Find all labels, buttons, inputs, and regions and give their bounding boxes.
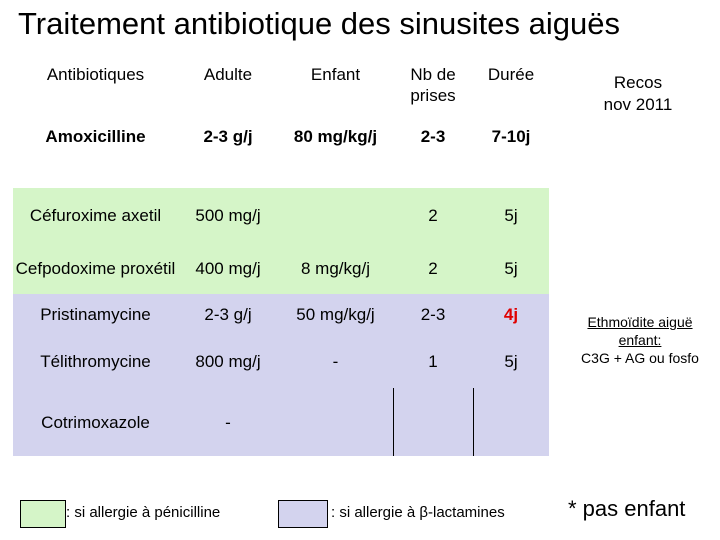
header-prises: Nb de prises <box>393 58 473 122</box>
recos-label <box>578 72 698 116</box>
cell-adulte: 500 mg/j <box>178 188 278 242</box>
legend-blue-swatch <box>278 500 328 528</box>
cell-duree: 5j <box>473 188 549 242</box>
antibiotic-table <box>13 58 549 456</box>
table-header-row <box>13 58 549 122</box>
pas-enfant-note: * pas enfant <box>568 496 686 521</box>
cell-adulte: - <box>178 388 278 456</box>
cell-duree: 4j <box>473 294 549 334</box>
ethmoidite-line-1: Ethmoïdite aiguë <box>587 314 693 330</box>
cell-prises <box>393 388 473 456</box>
cell-prises: 2-3 <box>393 294 473 334</box>
header-antibiotiques: Antibiotiques <box>13 58 178 122</box>
header-adulte: Adulte <box>178 58 278 122</box>
ethmoidite-line-3: C3G + AG ou fosfo <box>581 350 699 366</box>
table-row-cefpodoxime <box>13 242 549 294</box>
cell-name: Cotrimoxazole <box>13 388 178 456</box>
recos-line-1: Recos <box>613 73 663 92</box>
page-title: Traitement antibiotique des sinusites aiguës <box>18 6 620 41</box>
cell-enfant <box>278 188 393 242</box>
cell-duree: 5j <box>473 242 549 294</box>
cell-name: Céfuroxime axetil <box>13 188 178 242</box>
cell-duree: 7-10j <box>491 127 531 146</box>
cell-prises: 1 <box>393 334 473 388</box>
cell-enfant: 50 mg/kg/j <box>278 294 393 334</box>
table-row-amoxicilline <box>13 122 549 188</box>
cell-prises: 2 <box>393 242 473 294</box>
ethmoidite-note <box>555 313 720 367</box>
table-row-cotrimoxazole <box>13 388 549 456</box>
header-enfant: Enfant <box>278 58 393 122</box>
table-row-telithromycine <box>13 334 549 388</box>
cell-enfant: 80 mg/kg/j <box>293 127 378 146</box>
cell-adulte: 2-3 g/j <box>178 294 278 334</box>
table-row-cefuroxime <box>13 188 549 242</box>
cell-name: Cefpodoxime proxétil <box>13 242 178 294</box>
cell-name: Télithromycine <box>13 334 178 388</box>
cell-enfant <box>278 388 393 456</box>
cell-enfant: 8 mg/kg/j <box>278 242 393 294</box>
cell-duree <box>473 388 549 456</box>
cell-prises: 2-3 <box>420 127 446 146</box>
cell-name: Pristinamycine <box>13 294 178 334</box>
cell-enfant: - <box>278 334 393 388</box>
cell-prises: 2 <box>393 188 473 242</box>
legend-blue-label: : si allergie à β-lactamines <box>331 504 505 521</box>
ethmoidite-line-2: enfant: <box>618 332 662 348</box>
recos-line-2: nov 2011 <box>603 95 673 114</box>
cell-name: Amoxicilline <box>45 127 146 146</box>
cell-adulte: 2-3 g/j <box>203 127 253 146</box>
legend-green-label: : si allergie à pénicilline <box>66 504 221 521</box>
header-duree: Durée <box>473 58 549 122</box>
cell-adulte: 800 mg/j <box>178 334 278 388</box>
table-row-pristinamycine <box>13 294 549 334</box>
cell-adulte: 400 mg/j <box>178 242 278 294</box>
legend-green-swatch <box>20 500 66 528</box>
cell-duree: 5j <box>473 334 549 388</box>
